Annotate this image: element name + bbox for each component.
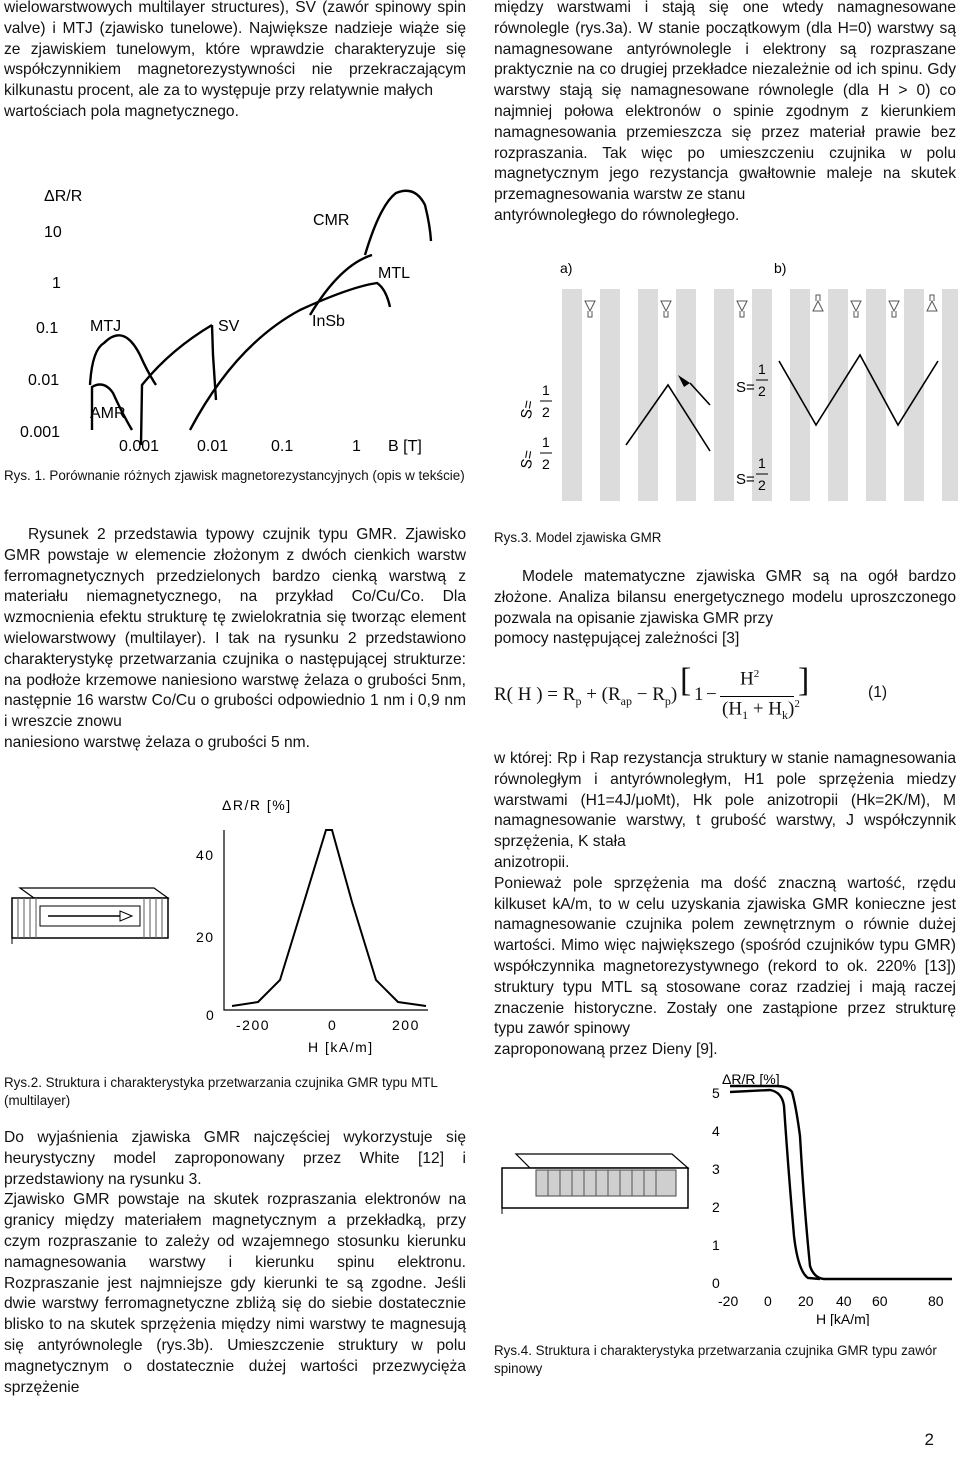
paragraph: wielowarstwowych multilayer structures), SV (zawór spinowy spin valve) i MTJ (zjawisko tunelowe). Największe nadzieje wiąże się ze zjawiskiem tunelowym, które wprawdzie charakteryzuje się współczynnikiem magnetorezystywności nie przekraczającym kilkunastu procent, ale za to występuje przy relatywnie małych bbox=[4, 0, 466, 100]
spin-labels-a bbox=[518, 375, 562, 485]
y-tick: 40 bbox=[196, 847, 215, 863]
left-paragraph-2 bbox=[4, 525, 466, 754]
figure-3-caption: Rys.3. Model zjawiska GMR bbox=[494, 530, 662, 545]
y-axis-label: ΔR/R bbox=[44, 188, 83, 205]
y-axis-label: ΔR/R [%] bbox=[722, 1071, 780, 1087]
figure-2-gmr-characteristic bbox=[180, 790, 450, 1060]
curve-label-mtj: MTJ bbox=[90, 318, 122, 335]
paragraph: Ponieważ pole sprzężenia ma dość znaczną wartość, rzędu kilkuset kA/m, to w celu uzyskania zjawiska GMR konieczne jest namagnesowanie czujnika polem zewnętrznym o równie dużej wartości. Mimo więc największego (spośród czujników typu GMR) współczynnika magnetorezystywnego (rekord to ok. 220% [13]) struktury typu MTL są stosowane coraz rzadziej i mają raczej znaczenie historyczne. Zostały one zastąpione przez strukturę typu zawór spinowy bbox=[494, 874, 956, 1038]
x-tick: 1 bbox=[352, 438, 361, 455]
figure-1-caption: Rys. 1. Porównanie różnych zjawisk magnetorezystancyjnych (opis w tekście) bbox=[4, 468, 465, 483]
y-tick: 10 bbox=[44, 224, 62, 241]
paragraph: Zjawisko GMR powstaje na skutek rozpraszania elektronów na granicy między materiałem magnetycznym a przekładką, przy czym rozpraszanie to zależy od wzajemnego stosunku kierunku namagnesowania warstwy i kierunku spinu elektronu. Rozpraszanie jest najmniejsze gdy kierunki te są zgodne. Jeśli dwie warstwy ferromagnetyczne zbliżą się do siebie dostatecznie blisko to na skutek sprzężenia między nimi warstwy te magnesują się antyrównolegle (rys.3b). Umieszczenie struktury w polu magnetycznym o dostatecznie dużej wartości przezwycięża sprzężenie bbox=[4, 1191, 466, 1396]
svg-text:1: 1 bbox=[542, 382, 550, 398]
right-paragraph-3 bbox=[494, 749, 956, 1061]
y-tick: 0.01 bbox=[28, 372, 60, 389]
x-tick: 0 bbox=[764, 1293, 772, 1309]
svg-text:S=: S= bbox=[518, 398, 538, 421]
svg-text:1: 1 bbox=[758, 455, 766, 471]
paragraph-last-line: pomocy następującej zależności [3] bbox=[494, 630, 740, 648]
y-tick: 20 bbox=[196, 929, 215, 945]
y-tick: 5 bbox=[712, 1085, 720, 1101]
curve-label-insb: InSb bbox=[312, 313, 345, 330]
y-axis-label: ΔR/R [%] bbox=[222, 797, 292, 813]
x-tick: -20 bbox=[718, 1293, 739, 1309]
svg-text:2: 2 bbox=[758, 383, 766, 399]
curve-label-mtl: MTL bbox=[378, 265, 410, 282]
x-tick: 0 bbox=[328, 1017, 336, 1033]
x-tick: 0.001 bbox=[119, 438, 160, 455]
svg-text:S=: S= bbox=[736, 379, 755, 396]
paragraph: Rysunek 2 przedstawia typowy czujnik typu GMR. Zjawisko GMR powstaje w elemencie złożonym z dwóch cienkich warstw ferromagnetycznych przedzielonych bardzo cienką warstwą z materiału niemagnetycznego, na przykład Co/Cu/Co. Dla wzmocnienia efektu strukturę tę zwielokratnia się tworząc element wielowarstwowy (multilayer). I tak na rysunku 2 przedstawiono charakterystykę przetwarzania czujnika o następującej strukturze: na podłoże krzemowe naniesiono warstwę żelaza o grubości 5nm, następnie 16 warstw Co/Cu o grubości odpowiednio 1 nm i 0,9 nm i wreszcie znowu bbox=[4, 526, 466, 731]
x-tick: 0.1 bbox=[271, 438, 294, 455]
y-tick: 0 bbox=[712, 1275, 720, 1291]
paragraph: w której: Rp i Rap rezystancja struktury w stanie namagnesowania równoległym i antyrównoległym, H1 pole sprzężenia miedzy warstwami (H1=4J/μoMt), Hk pole anizotropii (Hk=2K/M), M namagnesowanie warstwy, t grubość warstwy, J współczynnik sprzężenia, K stała bbox=[494, 750, 956, 851]
left-paragraph-3 bbox=[4, 1128, 466, 1398]
y-tick: 3 bbox=[712, 1161, 720, 1177]
y-tick: 0.001 bbox=[20, 424, 61, 441]
paragraph-last-line: anizotropii. bbox=[494, 853, 570, 871]
svg-text:2: 2 bbox=[542, 404, 550, 420]
svg-text:1: 1 bbox=[542, 434, 550, 450]
svg-text:2: 2 bbox=[758, 477, 766, 492]
curve-sv bbox=[141, 325, 212, 445]
figure-2-caption: Rys.2. Struktura i charakterystyka przetwarzania czujnika GMR typu MTL (multilayer) bbox=[4, 1075, 438, 1108]
paragraph-last-line: antyrównoległego do równoległego. bbox=[494, 206, 740, 224]
right-column bbox=[494, 0, 956, 227]
page-number: 2 bbox=[924, 1430, 934, 1449]
curve-resistance-left bbox=[730, 1090, 820, 1279]
spin-valve-structure-drawing bbox=[494, 1140, 694, 1220]
curve-insb bbox=[190, 283, 390, 430]
curve-resistance-right bbox=[730, 1086, 952, 1279]
x-tick: 20 bbox=[798, 1293, 814, 1309]
svg-text:2: 2 bbox=[542, 456, 550, 472]
y-tick: 2 bbox=[712, 1199, 720, 1215]
x-tick: 60 bbox=[872, 1293, 888, 1309]
gmr-multilayer-structure-drawing bbox=[4, 878, 174, 950]
equation-1: R( H ) = $R_p + (R_{ap} - R_p)$ [ 1 − $H^2$ $(H_1 + H_k)^2$ ] (1) bbox=[494, 662, 888, 723]
paragraph: Do wyjaśnienia zjawiska GMR najczęściej wykorzystuje się heurystyczny model zaproponowany przez White [12] i przedstawiony na rysunku 3. bbox=[4, 1129, 466, 1188]
panel-label-b: b) bbox=[774, 260, 787, 276]
paragraph: Modele matematyczne zjawiska GMR są na ogół bardzo złożone. Analiza bilansu energetycznego modelu uproszczonego pozwala na opisanie zjawiska GMR przy bbox=[494, 568, 956, 627]
figure-4-caption: Rys.4. Struktura i charakterystyka przetwarzania czujnika GMR typu zawór spinowy bbox=[494, 1343, 937, 1376]
curve-label-amr: AMR bbox=[90, 405, 126, 422]
axes bbox=[224, 830, 428, 1010]
right-paragraph-2 bbox=[494, 567, 956, 650]
svg-text:S=: S= bbox=[736, 471, 755, 488]
y-tick: 4 bbox=[712, 1123, 720, 1139]
svg-text:1: 1 bbox=[758, 362, 766, 377]
curve-resistance bbox=[232, 830, 426, 1006]
x-tick: 0.01 bbox=[197, 438, 229, 455]
x-tick: 40 bbox=[836, 1293, 852, 1309]
figure-1-magnetoresistance-comparison bbox=[20, 175, 460, 465]
curve-label-cmr: CMR bbox=[313, 212, 350, 229]
y-tick: 0.1 bbox=[36, 320, 59, 337]
curve-label-sv: SV bbox=[218, 318, 240, 335]
paragraph-last-line: naniesiono warstwę żelaza o grubości 5 nm. bbox=[4, 733, 310, 751]
panel-label-a: a) bbox=[560, 260, 573, 276]
spin-labels-b bbox=[734, 362, 774, 492]
x-axis-label: H [kA/m] bbox=[308, 1039, 374, 1055]
svg-text:S=: S= bbox=[518, 448, 538, 471]
paragraph: między warstwami i stają się one wtedy namagnesowane równolegle (rys.3a). W stanie początkowym (dla H=0) warstwy są namagnesowane antyrównolegle i elektrony są rozpraszane praktycznie na co drugiej przekładce niezależnie od ich spinu. Gdy warstwy stają się namagnesowane równolegle (dla H > 0) co najmniej połowa elektronów o spinie zgodnym z kierunkiem namagnesowania przemieszcza się przez materiał prawie bez rozpraszania. Tak więc po umieszczeniu czujnika w polu magnetycznym jego rezystancja gwałtownie maleje na skutek przemagnesowania warstw ze stanu bbox=[494, 0, 956, 204]
x-tick: 200 bbox=[392, 1017, 420, 1033]
x-axis-label: H [kA/m] bbox=[816, 1311, 870, 1326]
y-tick: 1 bbox=[52, 275, 61, 292]
curve-mtj bbox=[90, 335, 156, 385]
x-tick: 80 bbox=[928, 1293, 944, 1309]
figure-4-spin-valve-characteristic bbox=[700, 1066, 958, 1326]
paragraph-last-line: wartościach pola magnetycznego. bbox=[4, 102, 239, 120]
x-axis-label: B [T] bbox=[388, 438, 422, 455]
y-tick: 1 bbox=[712, 1237, 720, 1253]
curve-cmr bbox=[365, 191, 431, 255]
paragraph-last-line: zaproponowaną przez Dieny [9]. bbox=[494, 1041, 718, 1059]
y-tick: 0 bbox=[206, 1007, 214, 1023]
x-tick: -200 bbox=[236, 1017, 271, 1033]
left-column bbox=[4, 0, 466, 123]
